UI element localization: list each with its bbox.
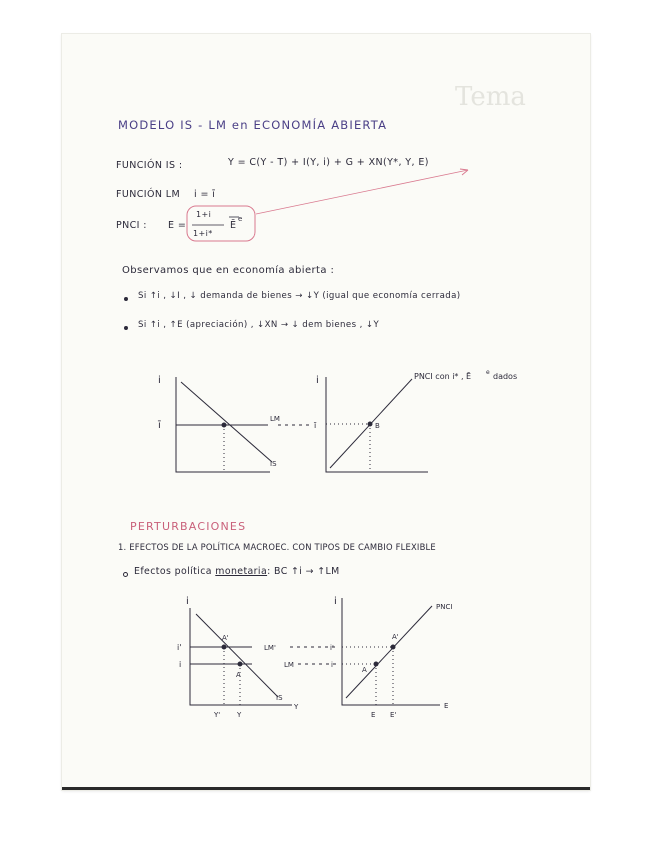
graph3-a-prime-label: A' xyxy=(222,634,229,642)
graph3-is-curve xyxy=(196,614,278,697)
graph4-a-prime-label: A' xyxy=(392,633,399,641)
observation-item-1: Si ↑i , ↓I , ↓ demanda de bienes → ↓Y (igual que economía cerrada) xyxy=(138,291,461,301)
graph2-caption: PNCI con i* , Ē xyxy=(414,372,472,381)
pnci-expected-exchange-rate: Ē xyxy=(230,220,237,231)
graph3-i-label: i xyxy=(179,660,182,669)
graph1-ibar-label: ī xyxy=(158,420,161,431)
graph4-i-label: i xyxy=(331,661,333,669)
graph3-y-axis-label: i xyxy=(186,596,189,607)
graph3-y-tick: Y xyxy=(237,711,242,719)
graph4-point-a-prime xyxy=(391,645,395,649)
graph4-point-a xyxy=(374,662,378,666)
monetary-policy-prefix: Efectos política xyxy=(134,566,216,577)
graph2-caption-end: dados xyxy=(493,372,518,381)
pnci-denominator: 1+i* xyxy=(193,229,213,238)
graph4-e-prime-tick: E' xyxy=(390,711,397,719)
graph3-point-a-prime xyxy=(222,645,226,649)
observations-intro: Observamos que en economía abierta : xyxy=(122,265,335,276)
graph4-e-tick: E xyxy=(371,711,376,719)
graph2-y-axis-label: i xyxy=(316,375,319,386)
graph1-lm-label: LM xyxy=(270,415,280,423)
graph3-point-a xyxy=(238,662,242,666)
pnci-numerator: 1+i xyxy=(196,210,212,219)
graph4-axes xyxy=(342,598,440,705)
section-title-perturbaciones: PERTURBACIONES xyxy=(130,520,247,533)
pnci-equation-lhs: E = xyxy=(168,220,187,231)
graph4-pnci-curve xyxy=(346,606,432,698)
graph1-is-label: IS xyxy=(270,460,277,468)
graph-pnci-shift xyxy=(342,598,440,705)
graph4-a-label: A xyxy=(362,666,367,674)
graph1-y-axis-label: i xyxy=(158,375,161,386)
bleed-through-text: Tema xyxy=(455,82,526,112)
graph4-x-axis-label: E xyxy=(444,702,449,710)
is-function-equation: Y = C(Y - T) + I(Y, i) + G + XN(Y*, Y, E) xyxy=(228,157,429,168)
graph3-x-axis-label: Y xyxy=(294,703,299,711)
graph2-caption-superscript: e xyxy=(486,369,490,376)
pnci-label: PNCI : xyxy=(116,220,147,231)
graph-is-lm-shift xyxy=(190,608,338,705)
graph3-lm-prime-label: LM' xyxy=(264,644,276,652)
lm-function-label: FUNCIÓN LM xyxy=(116,189,181,200)
observation-item-2: Si ↑i , ↑E (apreciación) , ↓XN → ↓ dem bienes , ↓Y xyxy=(138,320,380,330)
graph4-curve-label: PNCI xyxy=(436,603,453,611)
is-function-label: FUNCIÓN IS : xyxy=(116,160,183,171)
graph3-axes xyxy=(190,608,292,705)
monetary-policy-suffix: : BC ↑i → ↑LM xyxy=(267,566,340,577)
pnci-expected-superscript: e xyxy=(238,215,243,223)
graph3-a-label: A xyxy=(236,671,241,679)
graph2-point-b-label: B xyxy=(375,422,380,430)
graph3-lm-label: LM xyxy=(284,661,294,669)
graph3-y-prime-tick: Y' xyxy=(214,711,221,719)
perturbation-item-1: 1. EFECTOS DE LA POLÍTICA MACROEC. CON TIPOS DE CAMBIO FLEXIBLE xyxy=(118,542,436,552)
graph3-i-prime-label: i' xyxy=(177,643,182,652)
graph3-is-label: IS xyxy=(276,694,283,702)
lm-function-equation: i = ī xyxy=(194,189,216,200)
graph4-i-prime-label: i' xyxy=(330,644,334,652)
section-title-is-lm: MODELO IS - LM en ECONOMÍA ABIERTA xyxy=(118,118,388,132)
graph2-ibar-label: ī xyxy=(314,421,317,430)
monetary-policy-keyword: monetaria xyxy=(215,566,268,577)
graph4-y-axis-label: i xyxy=(334,596,337,607)
